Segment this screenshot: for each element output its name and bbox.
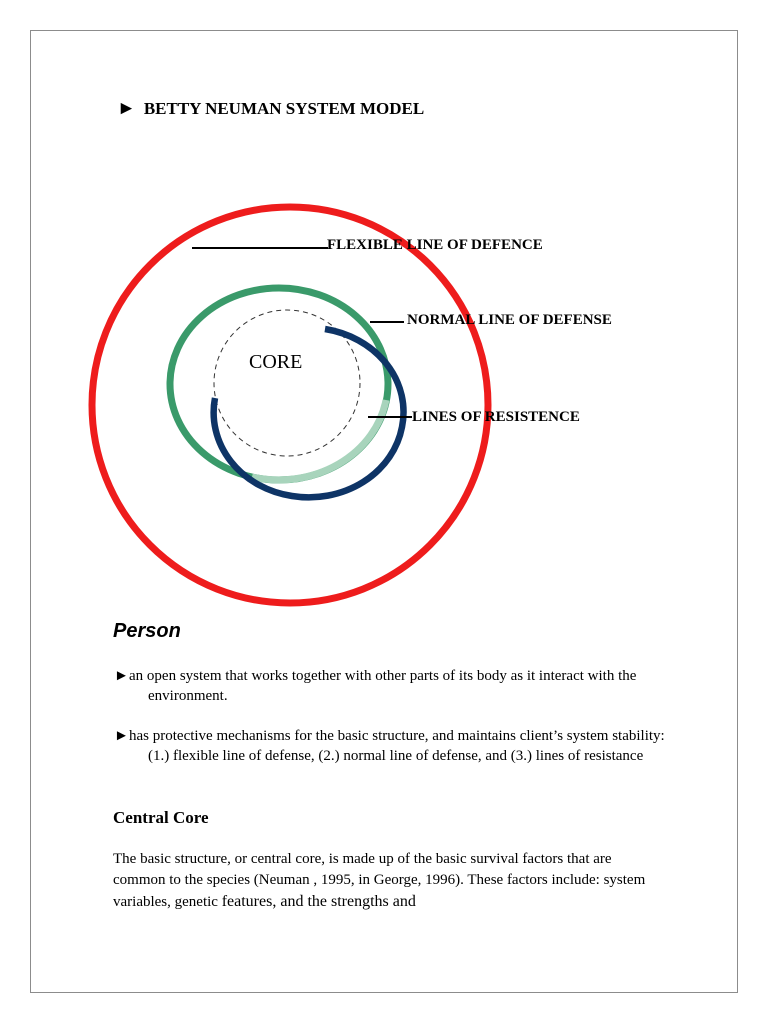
bullet-arrow-icon: ► [114, 728, 129, 744]
person-bullet-2 [114, 726, 674, 766]
central-core-heading: Central Core [113, 808, 209, 827]
central-core-paragraph-start: The basic structure, or central core, is made up of the basic survival factors that are common to the species (Neuman , 1995, in George, 1996). These factors include: system variables, genetic [113, 851, 646, 910]
resistance-line-arc [214, 329, 404, 497]
core-label: CORE [249, 351, 303, 373]
heading-arrow-icon: ► [117, 98, 136, 119]
central-core-paragraph-end: features, and the strengths and [221, 893, 416, 910]
bullet-arrow-icon: ► [114, 668, 129, 684]
flexible-line-circle [92, 207, 488, 603]
central-core-paragraph [113, 849, 658, 913]
person-heading: Person [113, 620, 181, 642]
heading-title: BETTY NEUMAN SYSTEM MODEL [143, 99, 425, 118]
person-bullet-2-text: has protective mechanisms for the basic structure, and maintains client’s system stability: (1.) flexible line of defense, (2.) normal line of defense, and (3.) lines of resistance [129, 728, 665, 764]
person-bullet-1-text: an open system that works together with other parts of its body as it interact with the environment. [129, 668, 637, 704]
normal-line-light-arc [252, 400, 386, 480]
normal-line-label: NORMAL LINE OF DEFENSE [407, 312, 612, 328]
flexible-line-label: FLEXIBLE LINE OF DEFENCE [327, 237, 543, 253]
person-bullet-1 [114, 666, 674, 706]
resistance-line-label: LINES OF RESISTENCE [412, 409, 580, 425]
